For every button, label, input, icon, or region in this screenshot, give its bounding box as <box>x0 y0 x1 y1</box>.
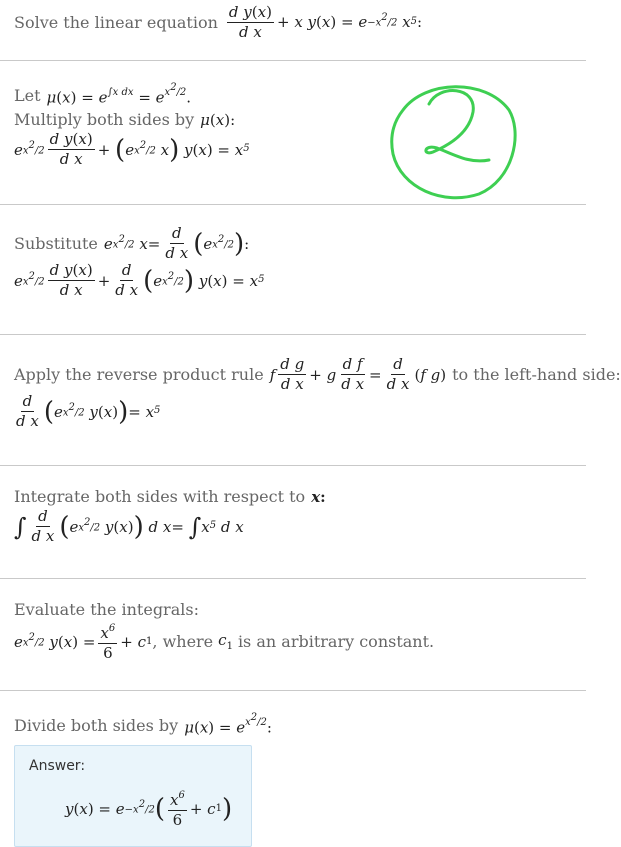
problem-statement <box>14 0 586 44</box>
left-hand-side-text: to the left-hand side: <box>452 365 621 384</box>
step-substitute <box>14 225 586 299</box>
handwritten-2-circled-icon <box>385 76 525 208</box>
divider <box>0 690 586 691</box>
let-text: Let <box>14 85 41 105</box>
problem-equation: $\frac{\text{d y(x)}}{\text{d x}}$ + x y ( x ) = e $^{-x^2 /2}$ x $^5$ : <box>228 2 423 41</box>
const-c1: $c_1$ <box>218 631 233 652</box>
mu-definition: $\mu(x) = e^{\int x dx} = e^{x^2/2}$. <box>46 82 192 107</box>
divider <box>0 334 586 335</box>
substituted-equation: e $^{x^2 /2}$ $\frac{\text{d y(x)}}{\text{d x}}$ + $\frac{d}{\text{d x}}$ ( e $^{x^2 /2}$ ) y ( x ) = x $^5$ <box>14 261 265 299</box>
product-rule: f $\frac{\text{d g}}{\text{d x}}$ + g $\frac{\text{d f}}{\text{d x}}$ = $\frac{d}{\text{d x}}$ ( f g ) <box>269 355 447 393</box>
product-equation: $\frac{d}{\text{d x}}$ ( e $^{x^2 /2}$ y ( x ) ) = x $^5$ <box>16 392 161 430</box>
answer-label: Answer: <box>29 758 86 774</box>
product-rule-text: Apply the reverse product rule <box>14 365 264 384</box>
substitution: e $^{x^2 /2}$ x = $\frac{d}{\text{d x}}$ ( e $^{x^2 /2}$ ) : <box>103 224 250 262</box>
step-divide <box>14 714 586 736</box>
divider <box>0 60 586 61</box>
step-integrate <box>14 487 586 545</box>
divider <box>0 578 586 579</box>
mu-x: μ(x): <box>200 110 236 129</box>
answer-box <box>14 745 252 847</box>
step-product-rule <box>14 355 621 430</box>
evaluated-equation: e $^{x^2 /2}$ y ( x ) = $\frac{x^6}{6}$ + c 1 <box>14 623 153 662</box>
evaluate-text: Evaluate the integrals: <box>14 600 199 619</box>
answer-equation: y ( x ) = e $^{-x^2 /2}$ ( $\frac{x^6}{6}$ + c 1 ) <box>65 790 233 829</box>
step-evaluate <box>14 600 586 662</box>
arbitrary-constant-text: is an arbitrary constant. <box>237 632 435 651</box>
divider <box>0 465 586 466</box>
var-x: x: <box>311 487 326 506</box>
integrate-text: Integrate both sides with respect to <box>14 487 306 506</box>
problem-text: Solve the linear equation <box>14 12 218 32</box>
multiply-text: Multiply both sides by <box>14 110 195 130</box>
substitute-text: Substitute <box>14 234 98 253</box>
multiplied-equation: e $^{x^2 /2}$ $\frac{\text{d y(x)}}{\text{d x}}$ + ( e $^{x^2 /2}$ x ) y ( x ) = x $^5$ <box>14 130 250 169</box>
where-text: , where <box>152 632 214 651</box>
integrated-equation: ∫ $\frac{d}{\text{d x}}$ ( e $^{x^2 /2}$ y ( x ) ) d x = ∫ x $^5$ d x <box>14 507 244 545</box>
divide-text: Divide both sides by <box>14 715 179 735</box>
mu-divisor: $\mu(x) = e^{x^2/2}$: <box>184 712 272 737</box>
